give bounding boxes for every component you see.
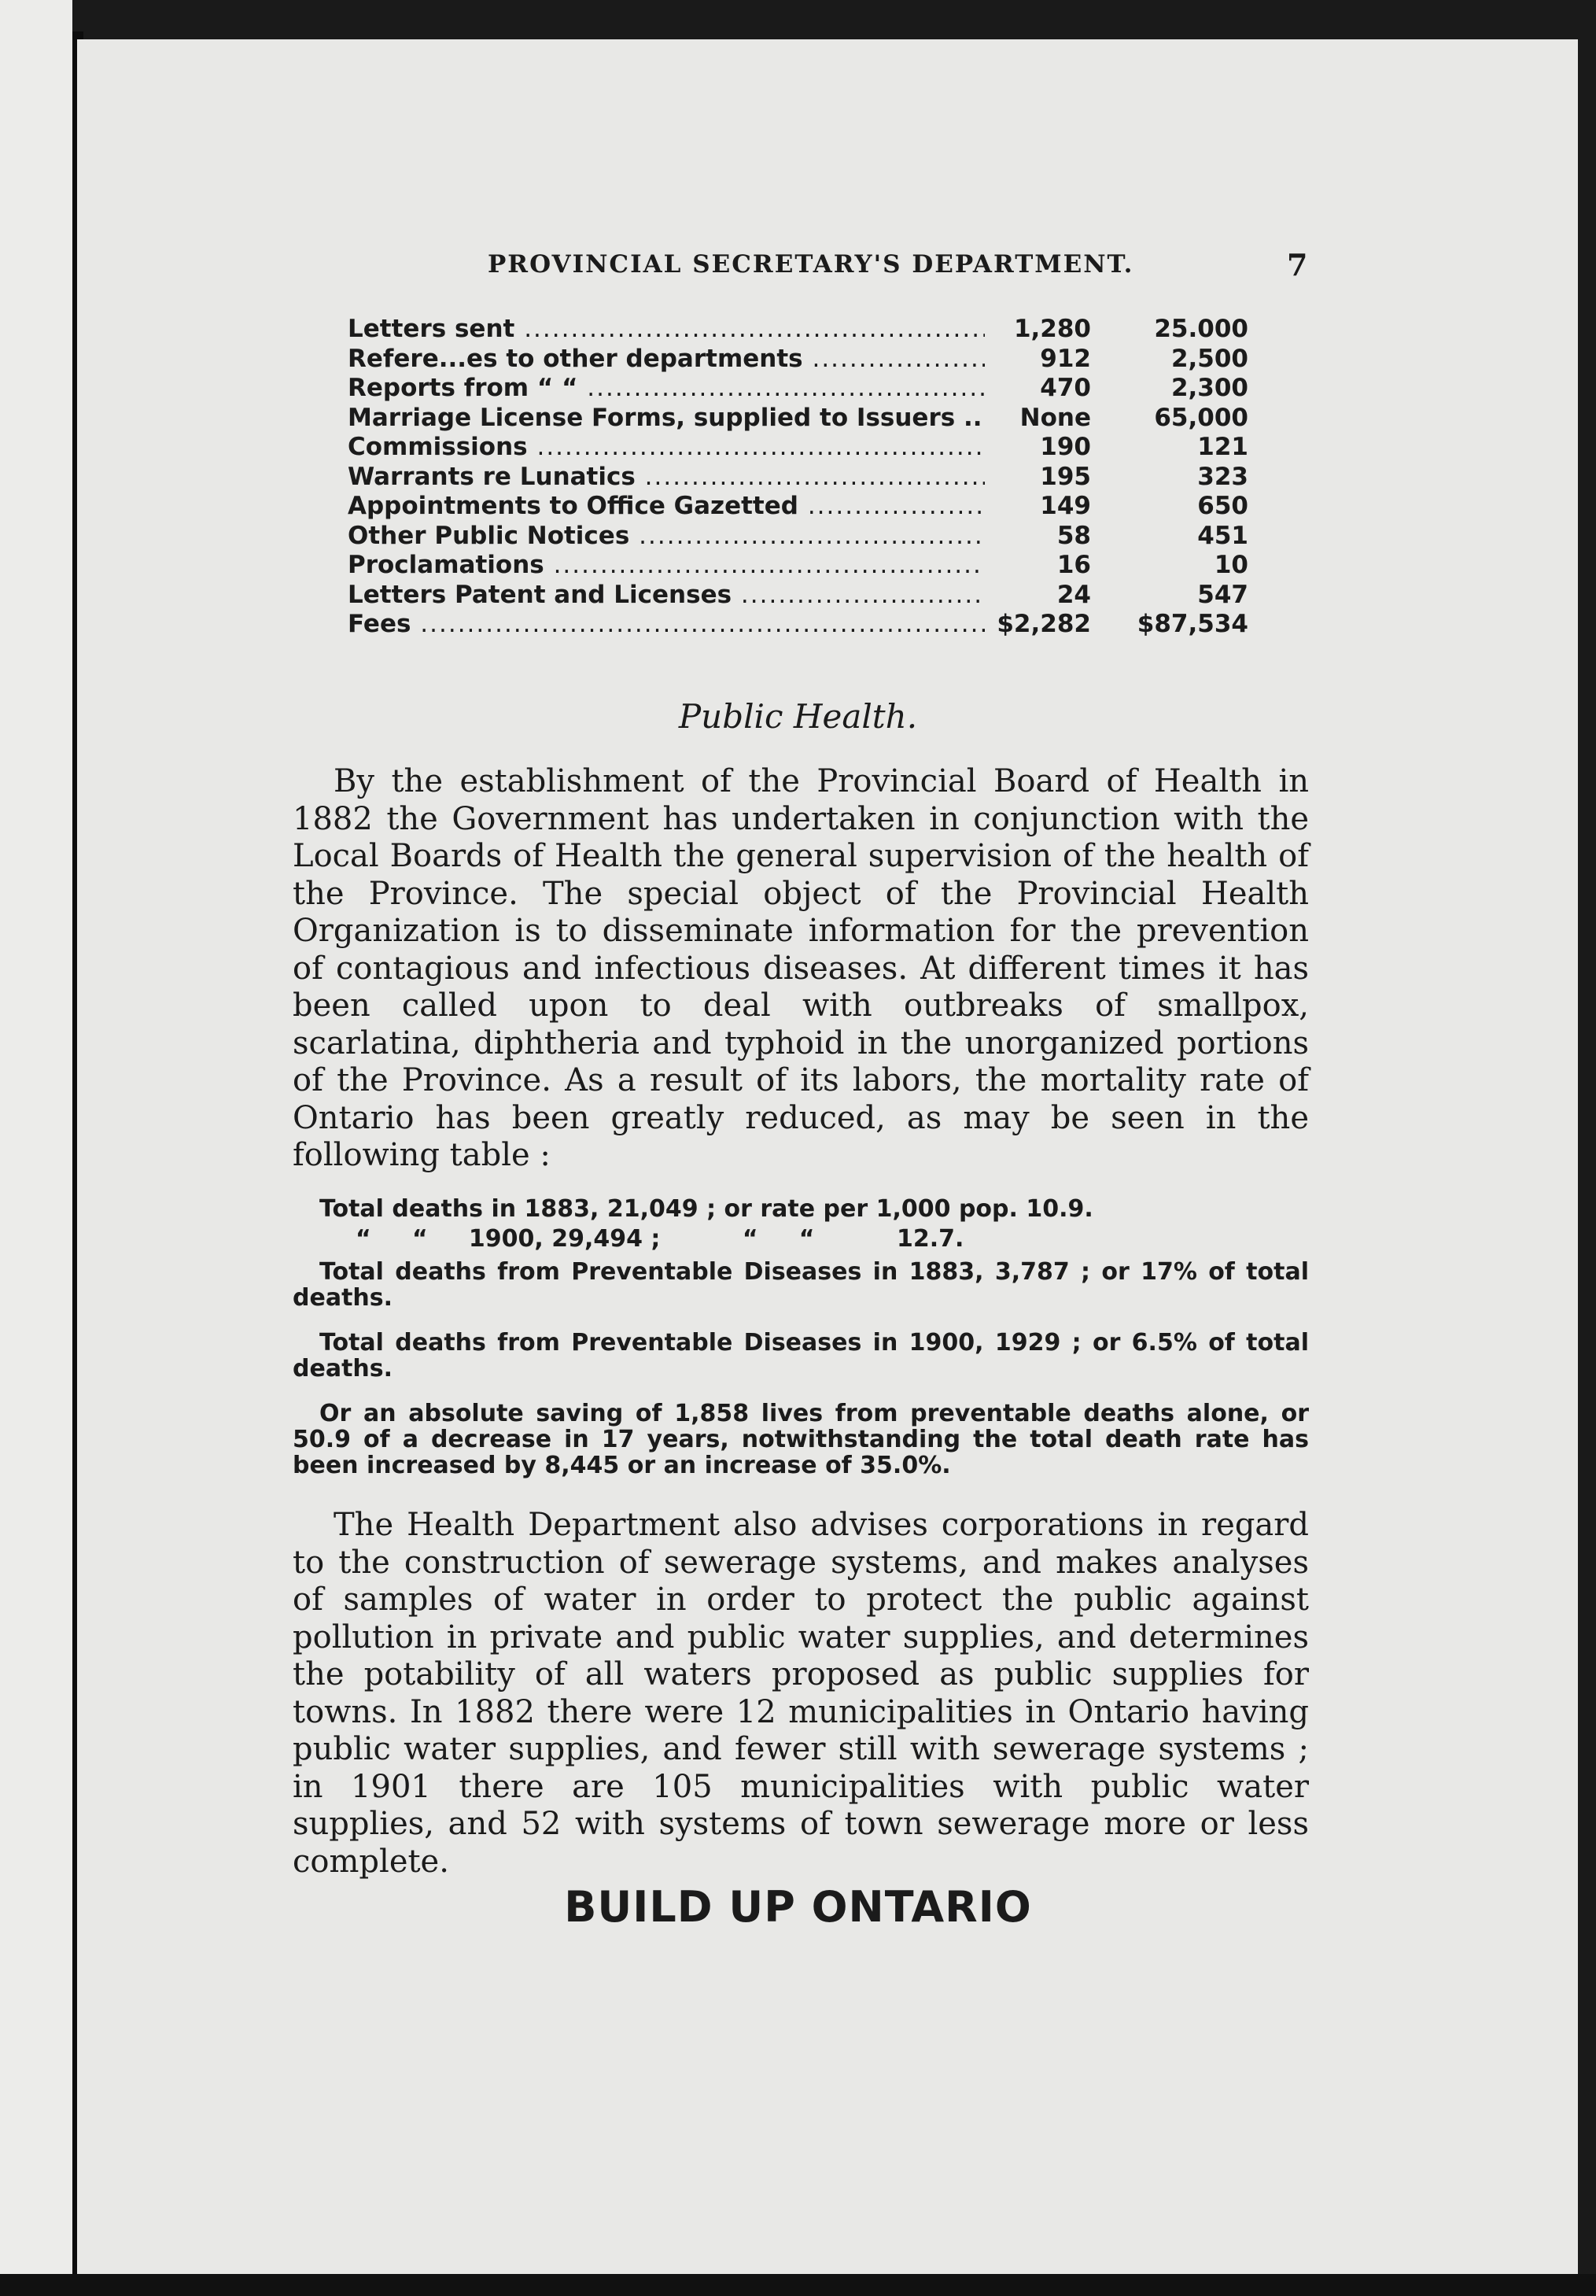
table-row [348, 551, 1260, 581]
table-row [348, 374, 1260, 404]
table-row [348, 522, 1260, 552]
statistic-line: Or an absolute saving of 1,858 lives from preventable deaths alone, or 50.9 of a decrease in 17 years, notwithstanding the total death rate has been increased by 8,445 or an increase of 35.0%. [293, 1400, 1309, 1479]
row-value-1: 149 [1040, 492, 1091, 520]
statistics-table [348, 315, 1260, 640]
row-value-2: $87,534 [1137, 610, 1248, 638]
row-value-2: 650 [1197, 492, 1248, 520]
row-value-1: None [1019, 403, 1091, 432]
table-row [348, 345, 1260, 375]
row-label: Fees ..... [348, 610, 985, 638]
row-value-2: 323 [1197, 462, 1248, 491]
row-value-2: 121 [1197, 433, 1248, 461]
table-row [348, 404, 1260, 434]
row-value-1: 190 [1040, 433, 1091, 461]
row-value-2: 25.000 [1154, 315, 1248, 343]
row-label: Reports from “ “ ..... [348, 374, 985, 402]
table-row [348, 492, 1260, 522]
row-value-1: 1,280 [1013, 315, 1091, 343]
row-label: Letters Patent and Licenses ..... [348, 581, 985, 609]
left-margin-strip [0, 0, 72, 2296]
row-label: Letters sent ..... [348, 315, 985, 343]
statistic-line: Total deaths in 1883, 21,049 ; or rate per 1,000 pop. 10.9. [319, 1195, 1093, 1223]
table-row [348, 463, 1260, 493]
row-value-1: 195 [1040, 462, 1091, 491]
page-number: 7 [1287, 247, 1308, 282]
footer-title: BUILD UP ONTARIO [564, 1882, 1032, 1932]
statistic-line: “ “ 1900, 29,494 ; “ “ 12.7. [356, 1225, 964, 1253]
row-value-1: 470 [1040, 374, 1091, 402]
row-value-1: 58 [1056, 521, 1091, 550]
row-label: Marriage License Forms, supplied to Issuers .. ..... [348, 404, 985, 432]
running-header: PROVINCIAL SECRETARY'S DEPARTMENT. [488, 250, 1134, 279]
row-label: Commissions ..... [348, 433, 985, 461]
row-value-2: 547 [1197, 580, 1248, 609]
row-value-2: 2,300 [1170, 374, 1248, 402]
statistic-line: Total deaths from Preventable Diseases in 1883, 3,787 ; or 17% of total deaths. [293, 1258, 1309, 1312]
row-value-2: 10 [1214, 551, 1248, 579]
row-value-1: $2,282 [997, 610, 1091, 638]
row-label: Appointments to Office Gazetted ..... [348, 492, 985, 520]
row-value-2: 451 [1197, 521, 1248, 550]
row-value-1: 16 [1056, 551, 1091, 579]
table-row [348, 315, 1260, 345]
body-paragraph: By the establishment of the Provincial Board of Health in 1882 the Government has undertaken in conjunction with the Local Boards of Health the general supervision of the health of the Province. The special object of the Provincial Health Organization is to disseminate information for the prevention of contagious and infectious diseases. At different times it has been called upon to deal with outbreaks of smallpox, scarlatina, diphtheria and typhoid in the unorganized portions of the Province. As a result of its labors, the mortality rate of Ontario has been greatly reduced, as may be seen in the following table : [293, 763, 1309, 1173]
row-value-2: 65,000 [1154, 403, 1248, 432]
table-row [348, 433, 1260, 463]
table-row [348, 610, 1260, 640]
table-row [348, 581, 1260, 611]
row-value-1: 24 [1056, 580, 1091, 609]
row-label: Refere...es to other departments ..... [348, 345, 985, 373]
statistic-line: Total deaths from Preventable Diseases in 1900, 1929 ; or 6.5% of total deaths. [293, 1329, 1309, 1382]
row-label: Warrants re Lunatics ..... [348, 463, 985, 491]
row-label: Proclamations ..... [348, 551, 985, 579]
row-value-2: 2,500 [1170, 344, 1248, 373]
row-label: Other Public Notices ..... [348, 522, 985, 550]
body-paragraph: The Health Department also advises corporations in regard to the construction of sewerage systems, and makes analyses of samples of water in order to protect the public against pollution in private and public water supplies, and determines the potability of all waters proposed as public supplies for towns. In 1882 there were 12 municipalities in Ontario having public water supplies, and fewer still with sewerage systems ; in 1901 there are 105 municipalities with public water supplies, and 52 with systems of town sewerage more or less complete. [293, 1507, 1309, 1880]
row-value-1: 912 [1040, 344, 1091, 373]
bottom-edge [0, 2274, 1596, 2296]
section-title: Public Health. [678, 697, 918, 736]
